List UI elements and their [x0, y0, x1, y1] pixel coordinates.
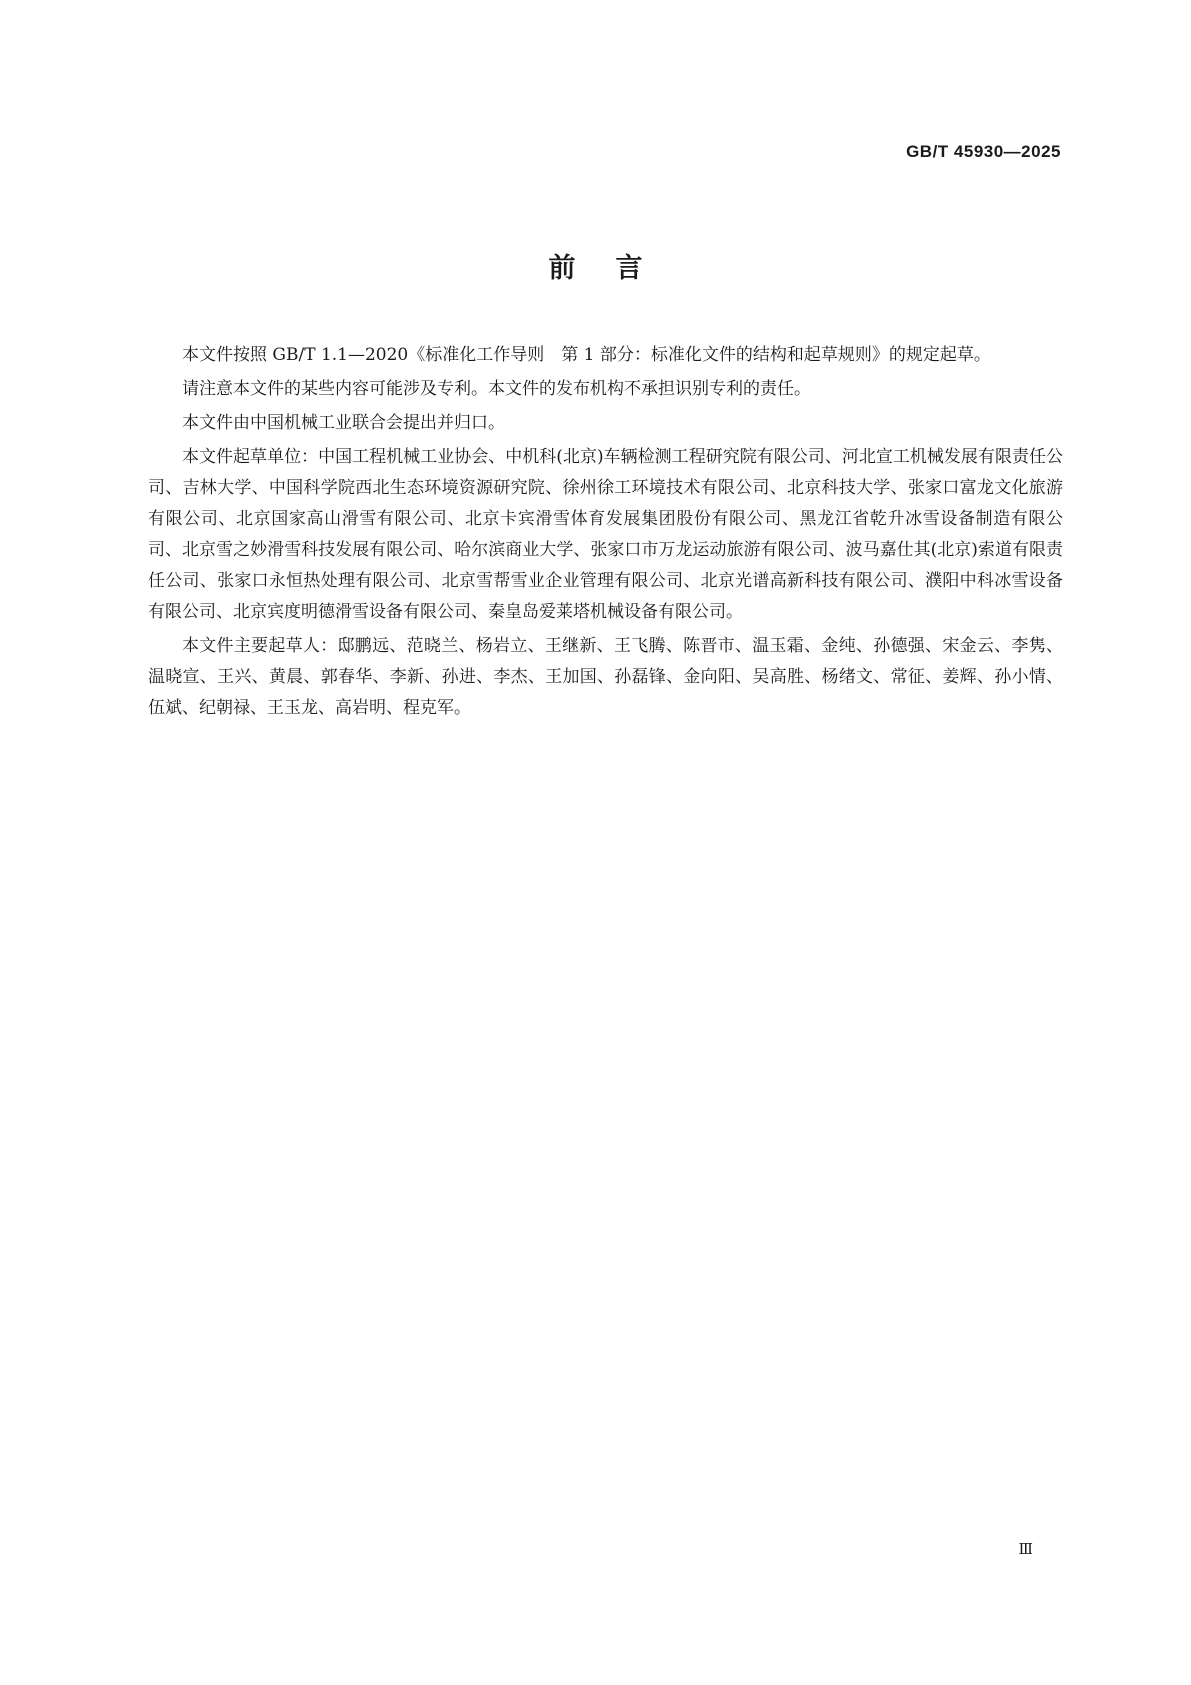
- paragraph-patent-notice: 请注意本文件的某些内容可能涉及专利。本文件的发布机构不承担识别专利的责任。: [182, 379, 811, 399]
- paragraph-drafting-rules: 本文件按照 GB/T 1.1—2020《标准化工作导则 第 1 部分：标准化文件的结构和起草规则》的规定起草。: [182, 345, 991, 365]
- page-title: 前言: [548, 253, 683, 284]
- standard-number: GB/T 45930—2025: [906, 142, 1061, 161]
- foreword-body: [148, 340, 1063, 727]
- paragraph-drafting-units: 本文件起草单位：中国工程机械工业协会、中机科(北京)车辆检测工程研究院有限公司、河北宣工机械发展有限责任公司、吉林大学、中国科学院西北生态环境资源研究院、徐州徐工环境技术有限公司、北京科技大学、张家口富龙文化旅游有限公司、北京国家高山滑雪有限公司、北京卡宾滑雪体育发展集团股份有限公司、黑龙江省乾升冰雪设备制造有限公司、北京雪之妙滑雪科技发展有限公司、哈尔滨商业大学、张家口市万龙运动旅游有限公司、波马嘉仕其(北京)索道有限责任公司、张家口永恒热处理有限公司、北京雪帮雪业企业管理有限公司、北京光谱高新科技有限公司、濮阳中科冰雪设备有限公司、北京宾度明德滑雪设备有限公司、秦皇岛爱莱塔机械设备有限公司。: [148, 447, 1063, 622]
- paragraph-drafters: 本文件主要起草人：邸鹏远、范晓兰、杨岩立、王继新、王飞腾、陈晋市、温玉霜、金纯、孙德强、宋金云、李隽、温晓宣、王兴、黄晨、郭春华、李新、孙进、李杰、王加国、孙磊锋、金向阳、吴高胜、杨绪文、常征、姜辉、孙小情、伍斌、纪朝禄、王玉龙、高岩明、程克军。: [148, 636, 1063, 718]
- page-number: Ⅲ: [1018, 1540, 1033, 1558]
- paragraph-proposer: 本文件由中国机械工业联合会提出并归口。: [182, 413, 505, 433]
